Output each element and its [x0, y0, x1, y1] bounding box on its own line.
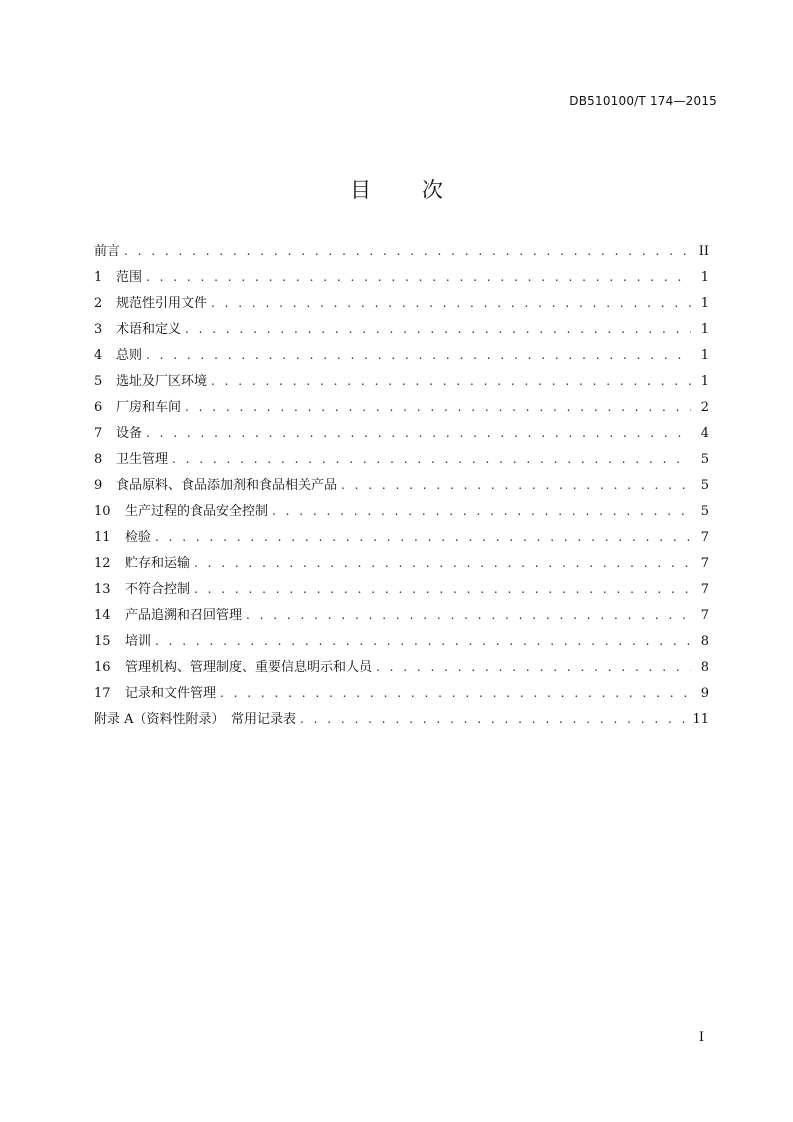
toc-dot-leader — [146, 420, 691, 446]
toc-dot-leader — [155, 524, 691, 550]
toc-entry[interactable] — [94, 498, 709, 524]
toc-entry-label: 附录 A（资料性附录） 常用记录表 — [94, 712, 297, 727]
toc-entry-page: 7 — [700, 582, 709, 597]
page-number: I — [698, 1030, 704, 1045]
toc-entry-label: 术语和定义 — [116, 322, 182, 337]
toc-dot-leader — [146, 264, 691, 290]
toc-entry-label: 贮存和运输 — [125, 556, 191, 571]
toc-entry-number: 8 — [94, 452, 103, 467]
toc-entry[interactable] — [94, 628, 709, 654]
toc-entry[interactable] — [94, 524, 709, 550]
toc-entry[interactable] — [94, 290, 709, 316]
toc-entry-number: 14 — [94, 608, 111, 623]
toc-entry-number: 15 — [94, 634, 111, 649]
toc-entry-number: 3 — [94, 322, 103, 337]
toc-entry-label: 范围 — [116, 270, 143, 285]
toc-entry-label: 记录和文件管理 — [125, 686, 217, 701]
toc-entry[interactable] — [94, 316, 709, 342]
toc-entry-number: 6 — [94, 400, 103, 415]
toc-entry[interactable] — [94, 394, 709, 420]
toc-entry-number: 11 — [94, 530, 111, 545]
toc-entry-page: 7 — [700, 556, 709, 571]
toc-entry[interactable] — [94, 602, 709, 628]
toc-entry-label: 不符合控制 — [125, 582, 191, 597]
toc-entry-page: 5 — [700, 504, 709, 519]
toc-dot-leader — [300, 706, 686, 732]
toc-entry-label: 生产过程的食品安全控制 — [125, 504, 269, 519]
toc-dot-leader — [194, 550, 691, 576]
toc-entry[interactable] — [94, 680, 709, 706]
document-code: DB510100/T 174—2015 — [569, 94, 717, 108]
toc-dot-leader — [155, 628, 691, 654]
toc-dot-leader — [194, 576, 691, 602]
toc-entry-label: 产品追溯和召回管理 — [125, 608, 243, 623]
toc-dot-leader — [124, 238, 691, 264]
toc-entry[interactable] — [94, 576, 709, 602]
toc-entry-label: 培训 — [125, 634, 152, 649]
toc-entry-page: 9 — [700, 686, 709, 701]
toc-entry-page: 5 — [700, 452, 709, 467]
toc-dot-leader — [211, 368, 691, 394]
toc-entry-number: 17 — [94, 686, 111, 701]
toc-entry-label: 管理机构、管理制度、重要信息明示和人员 — [125, 660, 373, 675]
toc-entry-number: 9 — [94, 478, 103, 493]
toc-entry-label: 总则 — [116, 348, 143, 363]
toc-entry[interactable] — [94, 446, 709, 472]
toc-entry-page: 4 — [700, 426, 709, 441]
toc-entry-label: 卫生管理 — [116, 452, 169, 467]
toc-entry-label: 食品原料、食品添加剂和食品相关产品 — [116, 478, 338, 493]
toc-entry-page: 1 — [700, 348, 709, 363]
toc-entry-page: 7 — [700, 608, 709, 623]
toc-dot-leader — [341, 472, 691, 498]
toc-entry[interactable] — [94, 472, 709, 498]
toc-entry-page: 8 — [700, 660, 709, 675]
toc-entry-page: 1 — [700, 322, 709, 337]
table-of-contents — [94, 238, 709, 732]
toc-dot-leader — [172, 446, 691, 472]
toc-entry-label: 厂房和车间 — [116, 400, 182, 415]
toc-entry-number: 7 — [94, 426, 103, 441]
toc-entry-page: 8 — [700, 634, 709, 649]
toc-entry-number: 13 — [94, 582, 111, 597]
toc-entry-page: 11 — [692, 712, 709, 727]
toc-dot-leader — [246, 602, 691, 628]
toc-dot-leader — [376, 654, 691, 680]
toc-entry-page: 5 — [700, 478, 709, 493]
toc-entry-page: 1 — [700, 374, 709, 389]
toc-entry[interactable] — [94, 238, 709, 264]
toc-entry-number: 10 — [94, 504, 111, 519]
toc-dot-leader — [272, 498, 691, 524]
toc-entry[interactable] — [94, 706, 709, 732]
toc-entry[interactable] — [94, 264, 709, 290]
toc-entry-page: 7 — [700, 530, 709, 545]
toc-entry-page: 1 — [700, 270, 709, 285]
toc-entry-label: 设备 — [116, 426, 143, 441]
toc-entry-number: 1 — [94, 270, 103, 285]
toc-entry-page: 2 — [700, 400, 709, 415]
toc-entry-number: 16 — [94, 660, 111, 675]
toc-entry-number: 4 — [94, 348, 103, 363]
toc-dot-leader — [185, 316, 691, 342]
toc-dot-leader — [185, 394, 691, 420]
toc-entry[interactable] — [94, 654, 709, 680]
toc-entry[interactable] — [94, 550, 709, 576]
toc-entry-label: 选址及厂区环境 — [116, 374, 208, 389]
toc-dot-leader — [146, 342, 691, 368]
toc-entry-number: 5 — [94, 374, 103, 389]
toc-entry[interactable] — [94, 368, 709, 394]
toc-entry-number: 12 — [94, 556, 111, 571]
toc-entry-page: II — [698, 244, 709, 259]
toc-dot-leader — [211, 290, 691, 316]
toc-entry-page: 1 — [700, 296, 709, 311]
toc-entry-number: 2 — [94, 296, 103, 311]
toc-entry[interactable] — [94, 420, 709, 446]
toc-entry-label: 规范性引用文件 — [116, 296, 208, 311]
toc-dot-leader — [220, 680, 691, 706]
page-title: 目 次 — [350, 178, 465, 202]
toc-entry[interactable] — [94, 342, 709, 368]
toc-entry-label: 检验 — [125, 530, 152, 545]
toc-entry-label: 前言 — [94, 244, 121, 259]
